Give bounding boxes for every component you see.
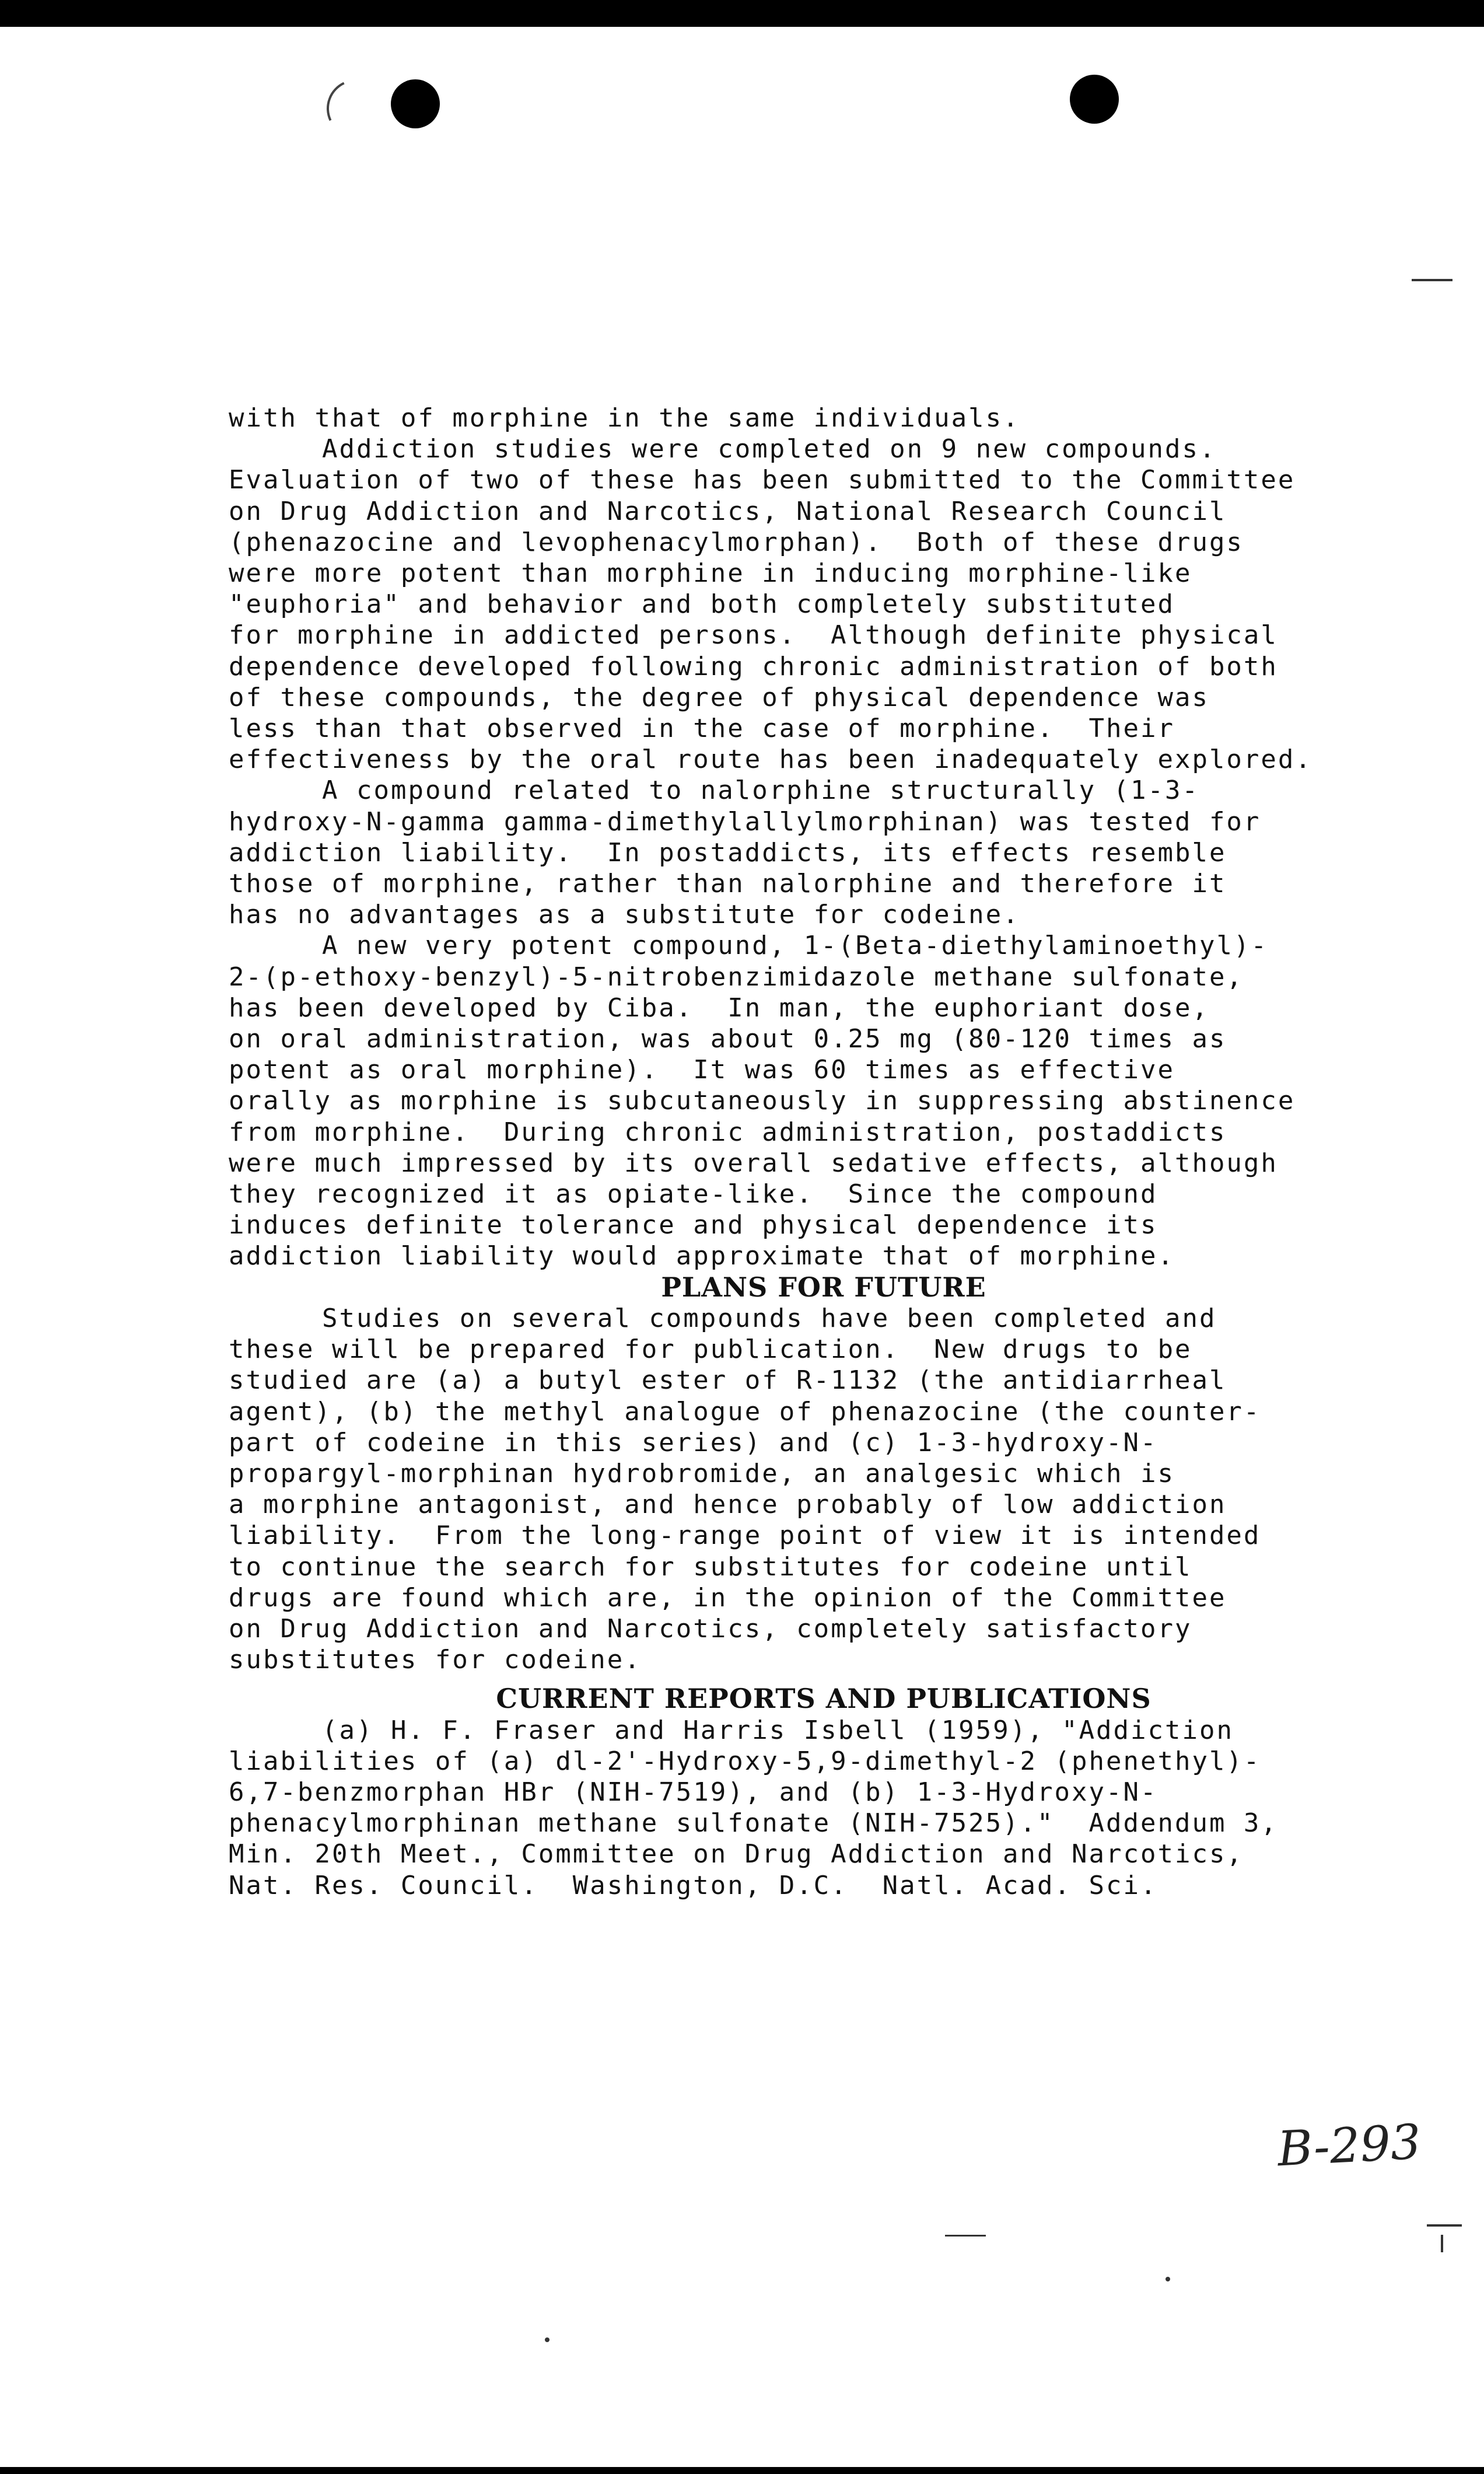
text-line: orally as morphine is subcutaneously in suppressing abstinence	[229, 1086, 1296, 1116]
text-line: agent), (b) the methyl analogue of phenazocine (the counter-	[229, 1396, 1261, 1427]
text-line: for morphine in addicted persons. Although definite physical	[229, 620, 1278, 651]
text-line: effectiveness by the oral route has been inadequately explored.	[229, 745, 1312, 775]
text-line: part of codeine in this series) and (c) 1-3-hydroxy-N-	[229, 1427, 1158, 1458]
reports-heading: CURRENT REPORTS AND PUBLICATIONS	[496, 1683, 1152, 1715]
text-line: on Drug Addiction and Narcotics, completely satisfactory	[229, 1613, 1192, 1644]
text-line: were more potent than morphine in inducing morphine-like	[229, 558, 1192, 589]
text-line: hydroxy-N-gamma gamma-dimethylallylmorphinan) was tested for	[229, 806, 1261, 837]
scan-mark	[1441, 2235, 1443, 2252]
text-line: (phenazocine and levophenacylmorphan). Both of these drugs	[229, 527, 1244, 557]
scan-speck	[545, 2337, 550, 2342]
text-line: dependence developed following chronic administration of both	[229, 651, 1278, 682]
text-line: with that of morphine in the same individuals.	[229, 403, 1020, 433]
text-line: from morphine. During chronic administration, postaddicts	[229, 1117, 1227, 1147]
text-line: addiction liability would approximate that of morphine.	[229, 1241, 1175, 1271]
scan-mark	[1427, 2224, 1462, 2227]
text-line: "euphoria" and behavior and both completely substituted	[229, 589, 1175, 620]
text-line: were much impressed by its overall sedative effects, although	[229, 1148, 1278, 1178]
text-line: Evaluation of two of these has been submitted to the Committee	[229, 465, 1296, 495]
paragraph	[229, 930, 1419, 1271]
text-line: 6,7-benzmorphan HBr (NIH-7519), and (b) 1-3-Hydroxy-N-	[229, 1777, 1158, 1807]
text-line: induces definite tolerance and physical dependence its	[229, 1210, 1158, 1241]
plans-text	[229, 1303, 1419, 1675]
text-line: potent as oral morphine). It was 60 times as effective	[229, 1055, 1175, 1085]
body-text	[229, 403, 1419, 1272]
text-line: liability. From the long-range point of view it is intended	[229, 1521, 1261, 1551]
text-line: drugs are found which are, in the opinion of the Committee	[229, 1582, 1227, 1613]
text-line: on oral administration, was about 0.25 mg (80-120 times as	[229, 1024, 1227, 1054]
text-line: (a) H. F. Fraser and Harris Isbell (1959), "Addiction	[322, 1715, 1234, 1745]
scan-bottom-border	[0, 2467, 1484, 2474]
text-line: Studies on several compounds have been completed and	[322, 1303, 1217, 1333]
punch-hole-left	[391, 79, 440, 128]
text-line: these will be prepared for publication. New drugs to be	[229, 1334, 1192, 1365]
punch-hole-shadow	[318, 71, 393, 146]
text-line: 2-(p-ethoxy-benzyl)-5-nitrobenzimidazole methane sulfonate,	[229, 962, 1244, 992]
text-line: Nat. Res. Council. Washington, D.C. Natl. Acad. Sci.	[229, 1870, 1158, 1900]
paragraph	[229, 1303, 1419, 1675]
text-line: has no advantages as a substitute for codeine.	[229, 900, 1020, 930]
text-line: liabilities of (a) dl-2'-Hydroxy-5,9-dimethyl-2 (phenethyl)-	[229, 1746, 1261, 1776]
text-line: substitutes for codeine.	[229, 1645, 642, 1675]
plans-heading: PLANS FOR FUTURE	[661, 1271, 986, 1303]
paragraph	[229, 403, 1419, 434]
text-line: A compound related to nalorphine structurally (1-3-	[322, 775, 1200, 806]
scan-mark	[945, 2235, 986, 2237]
punch-hole-right	[1070, 75, 1119, 124]
text-line: they recognized it as opiate-like. Since the compound	[229, 1179, 1158, 1210]
paragraph	[229, 434, 1419, 775]
text-line: Min. 20th Meet., Committee on Drug Addiction and Narcotics,	[229, 1839, 1244, 1870]
scan-mark	[1412, 279, 1452, 281]
text-line: less than that observed in the case of morphine. Their	[229, 714, 1175, 744]
text-line: on Drug Addiction and Narcotics, National Research Council	[229, 496, 1227, 526]
reports-text	[229, 1715, 1419, 1901]
text-line: of these compounds, the degree of physical dependence was	[229, 682, 1209, 712]
page-number: B-293	[1276, 2114, 1423, 2178]
text-line: studied are (a) a butyl ester of R-1132 (the antidiarrheal	[229, 1365, 1227, 1396]
paragraph	[229, 1715, 1419, 1901]
text-line: propargyl-morphinan hydrobromide, an analgesic which is	[229, 1458, 1175, 1488]
scan-top-border	[0, 0, 1484, 27]
text-line: those of morphine, rather than nalorphine and therefore it	[229, 869, 1227, 899]
text-line: Addiction studies were completed on 9 new compounds.	[322, 434, 1217, 464]
scan-speck	[1166, 2277, 1170, 2281]
paragraph	[229, 775, 1419, 930]
document-body	[229, 403, 1419, 1901]
text-line: to continue the search for substitutes for codeine until	[229, 1552, 1192, 1582]
text-line: addiction liability. In postaddicts, its effects resemble	[229, 837, 1227, 868]
text-line: has been developed by Ciba. In man, the euphoriant dose,	[229, 993, 1209, 1023]
text-line: phenacylmorphinan methane sulfonate (NIH-7525)." Addendum 3,	[229, 1808, 1278, 1839]
text-line: a morphine antagonist, and hence probably of low addiction	[229, 1490, 1227, 1520]
text-line: A new very potent compound, 1-(Beta-diethylaminoethyl)-	[322, 931, 1268, 961]
